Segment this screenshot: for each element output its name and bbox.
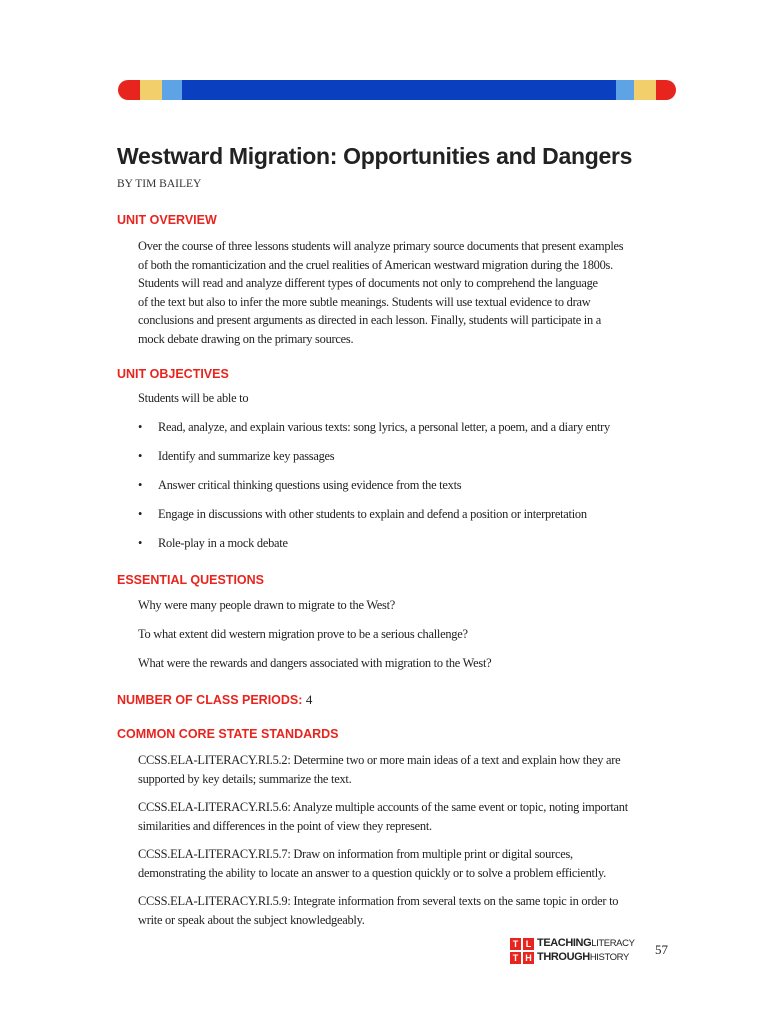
bullet-symbol: •: [138, 507, 143, 521]
list-item: • Read, analyze, and explain various texts: song lyrics, a personal letter, a poem, and a diary entry: [138, 420, 610, 434]
bullet-symbol: •: [138, 449, 143, 463]
page-title: Westward Migration: Opportunities and Dangers: [117, 143, 633, 169]
list-item: • Identify and summarize key passages: [138, 449, 335, 463]
overview-line: Over the course of three lessons students will analyze primary source documents that present examples: [138, 239, 624, 253]
color-bar-yellow-right: [634, 80, 656, 100]
bullet-symbol: •: [138, 536, 143, 550]
unit-objectives-heading: UNIT OBJECTIVES: [117, 367, 229, 381]
logo-square: T: [510, 952, 521, 964]
essential-questions-heading: ESSENTIAL QUESTIONS: [117, 573, 265, 587]
color-bar-lightblue-left: [162, 80, 182, 100]
objectives-intro: Students will be able to: [138, 391, 249, 405]
color-bar-red-left: [118, 80, 140, 100]
logo-square: T: [510, 938, 521, 950]
overview-line: of the text but also to infer the more subtle meanings. Students will use textual evidence to draw: [138, 294, 591, 309]
overview-line: conclusions and present arguments as directed in each lesson. Finally, students will participate in a: [138, 313, 602, 327]
bullet-symbol: •: [138, 420, 143, 434]
logo-line-2: THROUGHHISTORY: [537, 951, 629, 963]
decorative-color-bar: [118, 80, 676, 100]
logo-square: L: [523, 938, 534, 950]
standards-heading: COMMON CORE STATE STANDARDS: [117, 727, 339, 741]
class-periods-value: 4: [305, 692, 313, 707]
logo-square: H: [523, 952, 534, 964]
list-item: • Engage in discussions with other students to explain and defend a position or interpretation: [138, 507, 587, 521]
standard-item: CCSS.ELA-LITERACY.RI.5.9: Integrate information from several texts on the same topic in order to write or speak about the subject knowledgeably.: [138, 894, 619, 927]
standard-item: CCSS.ELA-LITERACY.RI.5.2: Determine two or more main ideas of a text and explain how they are supported by key details; summarize the text.: [138, 753, 621, 786]
bullet-symbol: •: [138, 478, 143, 492]
overview-line: of both the romanticization and the cruel realities of American westward migration during the 1800s.: [138, 257, 613, 272]
author-byline: BY TIM BAILEY: [117, 178, 202, 190]
question-item: To what extent did western migration prove to be a serious challenge?: [138, 627, 468, 641]
teaching-literacy-through-history-logo: [510, 937, 635, 966]
standard-item: CCSS.ELA-LITERACY.RI.5.7: Draw on information from multiple print or digital sources, demonstrating the ability to locate an answer to a question quickly or to solve a problem efficiently.: [138, 847, 606, 880]
logo-line-1: TEACHINGLITERACY: [537, 937, 635, 949]
unit-overview-heading: UNIT OVERVIEW: [117, 213, 217, 227]
color-bar-blue-center: [182, 80, 616, 100]
color-bar-yellow-left: [140, 80, 162, 100]
page-number: 57: [655, 942, 668, 957]
list-item: • Role-play in a mock debate: [138, 536, 288, 550]
standard-item: CCSS.ELA-LITERACY.RI.5.6: Analyze multiple accounts of the same event or topic, noting important similarities and differences in the point of view they represent.: [138, 800, 628, 833]
color-bar-red-right: [656, 80, 676, 100]
unit-overview-paragraph: [138, 237, 678, 348]
color-bar-lightblue-right: [616, 80, 634, 100]
question-item: Why were many people drawn to migrate to the West?: [138, 598, 396, 612]
overview-line: Students will read and analyze different types of documents not only to comprehend the language: [138, 276, 598, 290]
list-item: • Answer critical thinking questions using evidence from the texts: [138, 478, 462, 492]
question-item: What were the rewards and dangers associated with migration to the West?: [138, 656, 492, 670]
class-periods-heading: NUMBER OF CLASS PERIODS: 4: [117, 692, 313, 707]
overview-line: mock debate drawing on the primary sources.: [138, 331, 354, 346]
